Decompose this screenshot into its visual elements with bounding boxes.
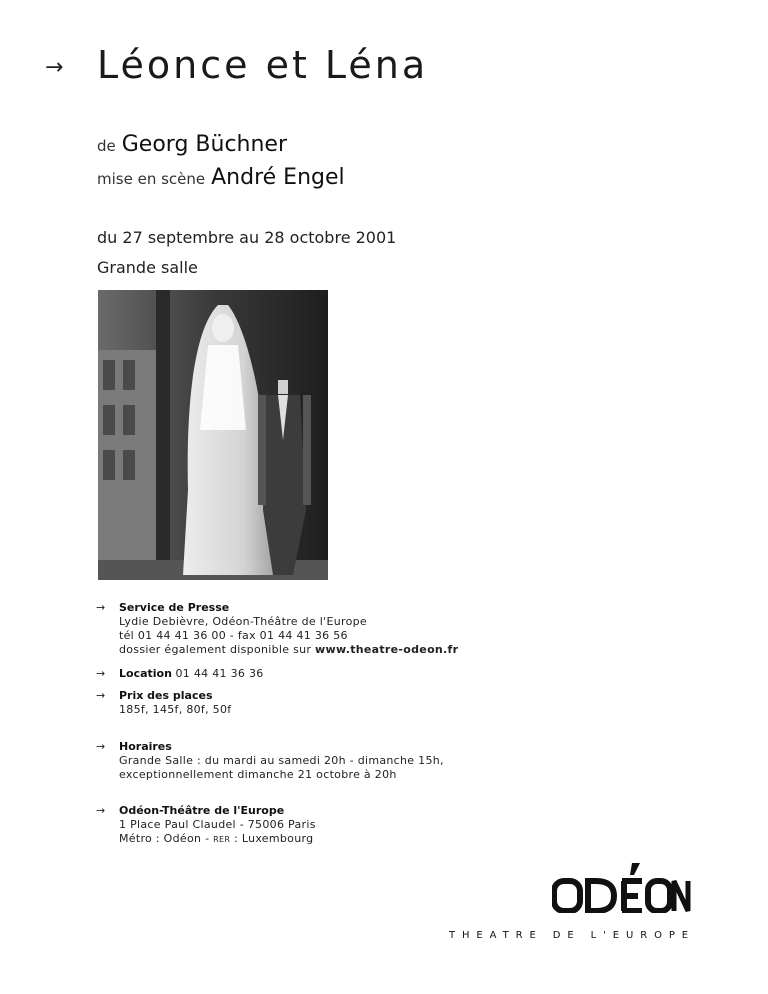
metro-suffix: : Luxembourg — [234, 832, 314, 845]
metro-prefix: Métro : Odéon - — [119, 832, 210, 845]
schedule-line-1: Grande Salle : du mardi au samedi 20h - dimanche 15h, — [119, 754, 444, 767]
press-heading: Service de Presse — [119, 601, 230, 614]
odeon-logo — [552, 863, 692, 913]
venue: Grande salle — [97, 258, 198, 277]
author-prefix: de — [97, 137, 116, 155]
schedule-line-2: exceptionnellement dimanche 21 octobre à 20h — [119, 768, 397, 781]
arrow-icon: → — [96, 689, 106, 702]
arrow-icon: → — [96, 804, 106, 817]
theatre-address: 1 Place Paul Claudel - 75006 Paris — [119, 818, 316, 831]
theatre-heading: Odéon-Théâtre de l'Europe — [119, 804, 285, 817]
performance-dates: du 27 septembre au 28 octobre 2001 — [97, 228, 397, 247]
rer-label: RER — [213, 835, 231, 844]
director-prefix: mise en scène — [97, 170, 206, 188]
logo-subtitle: THEATRE DE L'EUROPE — [449, 930, 695, 941]
location-phone: 01 44 41 36 36 — [175, 667, 264, 680]
press-phone-fax: tél 01 44 41 36 00 - fax 01 44 41 36 56 — [119, 629, 348, 642]
press-contact: Lydie Debièvre, Odéon-Théâtre de l'Europe — [119, 615, 367, 628]
production-photo — [98, 290, 328, 580]
prices-values: 185f, 145f, 80f, 50f — [119, 703, 232, 716]
author-name: Georg Büchner — [121, 132, 288, 157]
author-line — [97, 132, 287, 157]
location-heading: Location — [119, 667, 172, 680]
schedule-heading: Horaires — [119, 740, 172, 753]
director-line — [97, 165, 345, 190]
page-title: Léonce et Léna — [97, 43, 429, 87]
press-dossier-prefix: dossier également disponible sur — [119, 643, 312, 656]
arrow-icon: → — [96, 667, 106, 680]
arrow-icon: → — [96, 601, 106, 614]
title-arrow-icon: → — [45, 55, 64, 80]
press-dossier-line — [119, 643, 458, 657]
website-link[interactable]: www.theatre-odeon.fr — [315, 643, 459, 656]
arrow-icon: → — [96, 740, 106, 753]
prices-heading: Prix des places — [119, 689, 213, 702]
director-name: André Engel — [211, 165, 345, 190]
theatre-metro — [119, 832, 316, 847]
